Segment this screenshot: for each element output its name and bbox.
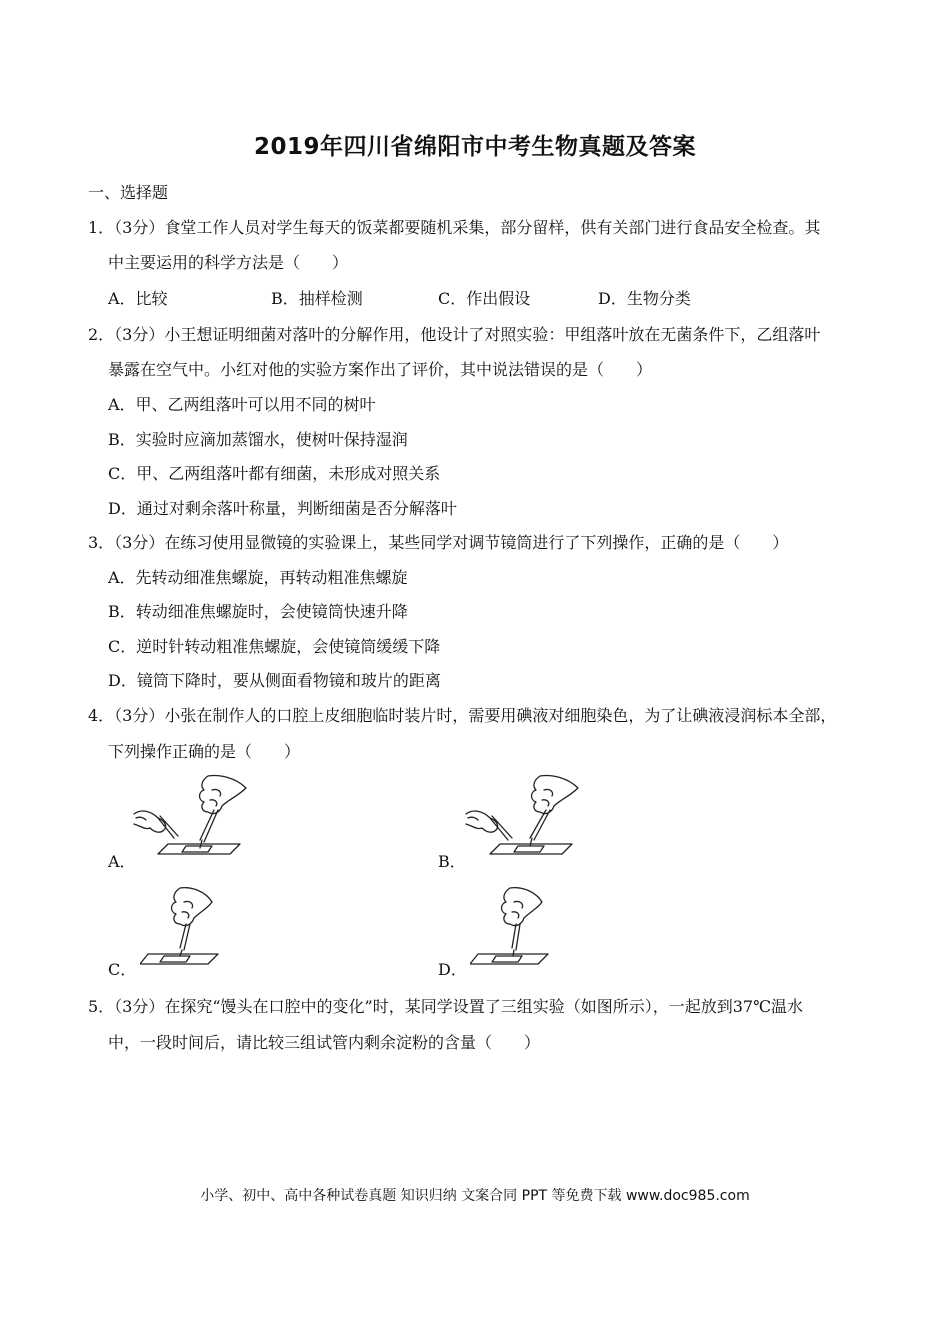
q3-option-b: B．转动细准焦螺旋时，会使镜筒快速升降: [108, 602, 408, 621]
q4-option-c-figure: [140, 884, 240, 970]
q1-option-b: B．抽样检测: [271, 289, 363, 308]
q2-option-a: A．甲、乙两组落叶可以用不同的树叶: [108, 395, 376, 414]
q2-option-d: D．通过对剩余落叶称量，判断细菌是否分解落叶: [108, 499, 457, 518]
question-2-text: 2．（3分）小王想证明细菌对落叶的分解作用，他设计了对照实验：甲组落叶放在无菌条件下，乙组落叶: [88, 325, 821, 344]
q4-option-b-figure: [460, 772, 590, 864]
question-2-text-cont: 暴露在空气中。小红对他的实验方案作出了评价，其中说法错误的是（ ）: [108, 360, 653, 379]
question-1-text-cont: 中主要运用的科学方法是（ ）: [108, 253, 349, 272]
question-4-text-cont: 下列操作正确的是（ ）: [108, 742, 301, 761]
q4-option-d-figure: [470, 884, 570, 970]
q3-option-a: A．先转动细准焦螺旋，再转动粗准焦螺旋: [108, 568, 408, 587]
q2-option-c: C．甲、乙两组落叶都有细菌，未形成对照关系: [108, 464, 441, 483]
q1-option-d: D．生物分类: [598, 289, 691, 308]
question-5-text: 5．（3分）在探究“馒头在口腔中的变化”时，某同学设置了三组实验（如图所示），一起放到37℃温水: [88, 997, 803, 1016]
q4-option-d: D．: [438, 960, 467, 979]
q2-option-b: B．实验时应滴加蒸馏水，使树叶保持湿润: [108, 430, 408, 449]
question-3-text: 3．（3分）在练习使用显微镜的实验课上，某些同学对调节镜筒进行了下列操作，正确的是（ ）: [88, 533, 789, 552]
q4-option-a: A．: [108, 852, 136, 871]
page-title: 2019年四川省绵阳市中考生物真题及答案: [253, 134, 696, 160]
question-5-text-cont: 中，一段时间后，请比较三组试管内剩余淀粉的含量（ ）: [108, 1033, 541, 1052]
q3-option-c: C．逆时针转动粗准焦螺旋，会使镜筒缓缓下降: [108, 637, 441, 656]
question-1-text: 1．（3分）食堂工作人员对学生每天的饭菜都要随机采集，部分留样，供有关部门进行食品安全检查。其: [88, 218, 821, 237]
q4-option-b: B．: [438, 852, 466, 871]
q1-option-c: C．作出假设: [438, 289, 531, 308]
q1-option-a: A．比较: [108, 289, 168, 308]
q3-option-d: D．镜筒下降时，要从侧面看物镜和玻片的距离: [108, 671, 441, 690]
page-footer: 小学、初中、高中各种试卷真题 知识归纳 文案合同 PPT 等免费下载 www.doc985.com: [200, 1188, 750, 1204]
section-heading: 一、选择题: [88, 183, 169, 202]
question-4-text: 4．（3分）小张在制作人的口腔上皮细胞临时装片时，需要用碘液对细胞染色，为了让碘液浸润标本全部，: [88, 706, 837, 725]
q4-option-c: C．: [108, 960, 137, 979]
q4-option-a-figure: [128, 772, 258, 864]
